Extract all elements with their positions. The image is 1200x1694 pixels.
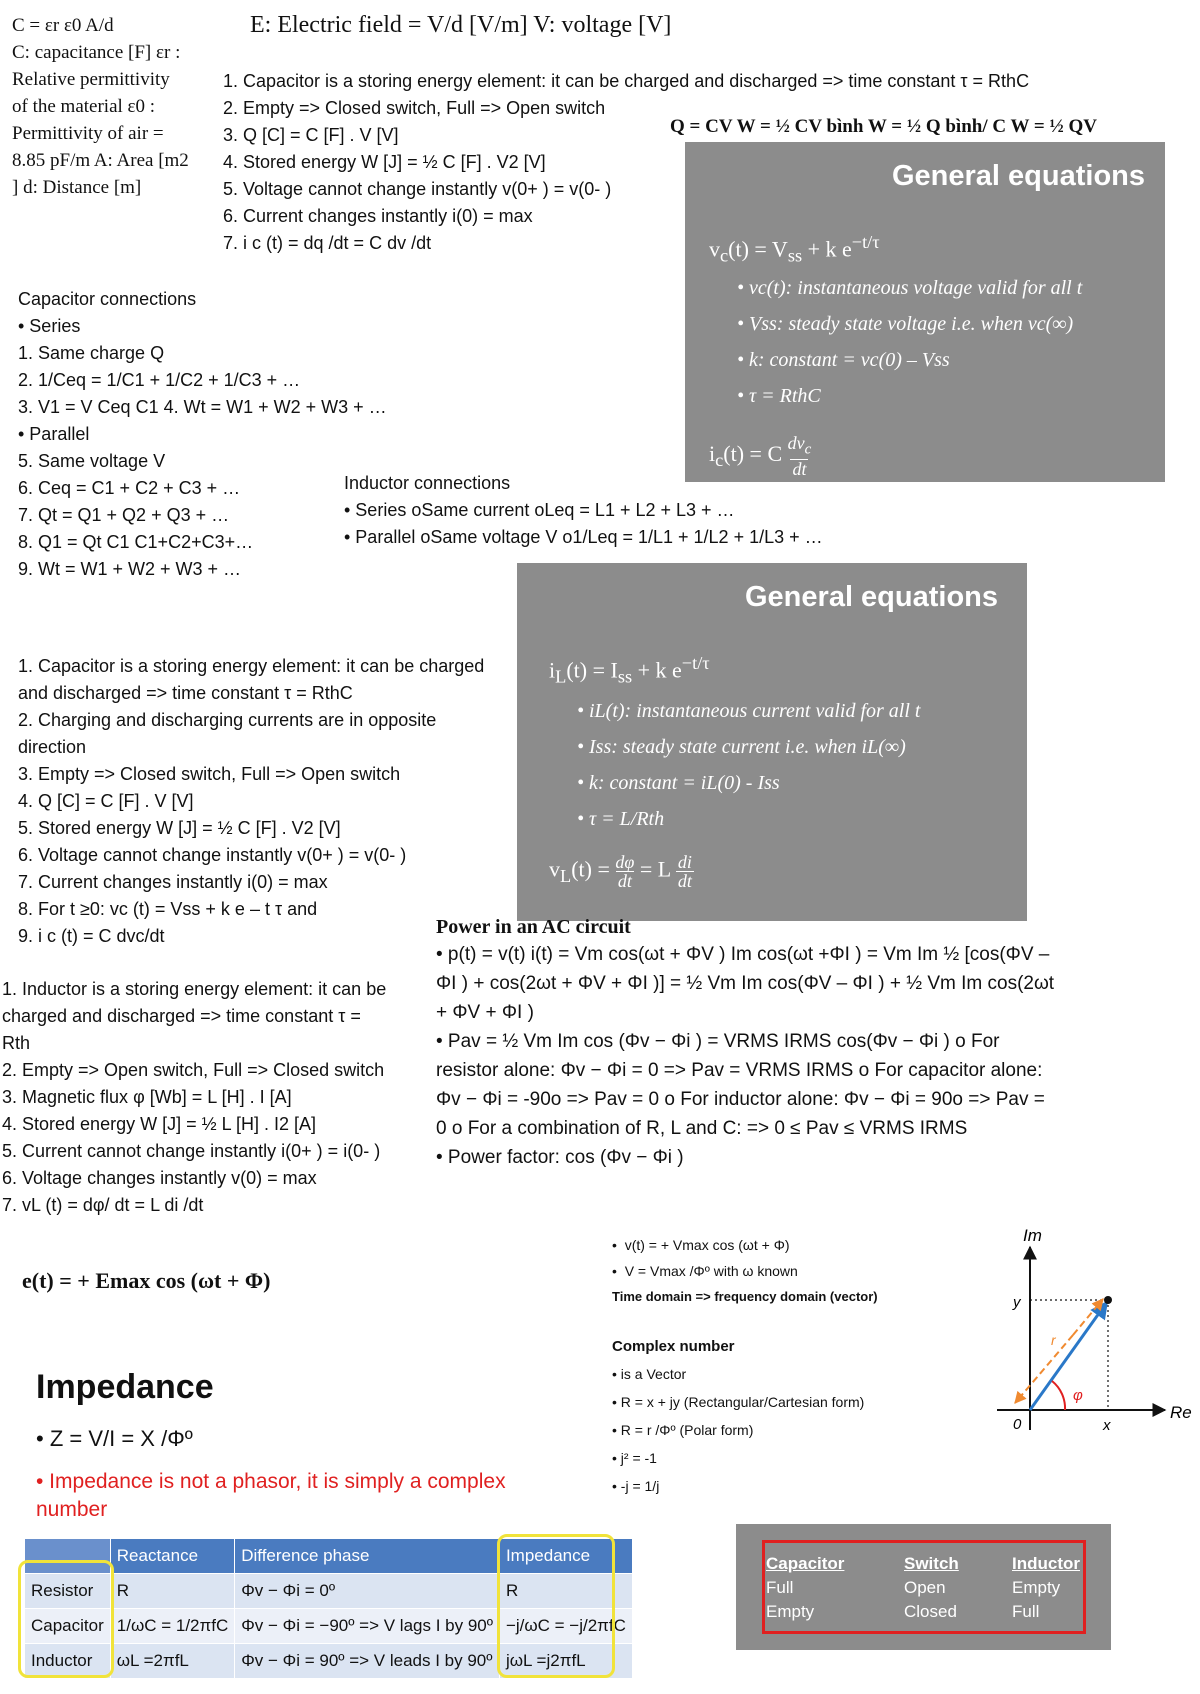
table-cell: Φv − Φi = −90º => V lags I by 90º xyxy=(235,1609,500,1644)
definition-line: 8.85 pF/m A: Area [m2 xyxy=(12,150,189,171)
capacitor-facts-mid xyxy=(18,653,484,950)
definitions-block xyxy=(12,12,217,201)
power-line: ΦI ) + cos(2ωt + ΦV + ΦI )] = ½ Vm Im cos(ΦV – ΦI ) + ½ Vm Im cos(2ωt xyxy=(436,973,1055,994)
inductor-connections xyxy=(344,470,823,551)
general-equations-inductor xyxy=(517,563,1027,921)
capacitor-fact: 3. Empty => Closed switch, Full => Open switch xyxy=(18,764,401,784)
inductor-connection-line: • Parallel oSame voltage V o1/Leq = 1/L1 + 1/L2 + 1/L3 + … xyxy=(344,527,823,547)
legend-inductor-b: Full xyxy=(1012,1602,1040,1621)
capacitor-fact: 4. Stored energy W [J] = ½ C [F] . V2 [V] xyxy=(223,152,546,172)
legend-capacitor-head: Capacitor xyxy=(766,1554,845,1573)
time-to-frequency-domain: Time domain => frequency domain (vector) xyxy=(612,1289,878,1304)
definition-line: of the material ɛ0 : xyxy=(12,96,156,117)
capacitor-fact: 2. Empty => Closed switch, Full => Open switch xyxy=(223,98,606,118)
table-cell: R xyxy=(499,1574,632,1609)
power-line: Φv − Φi = -90o => Pav = 0 o For inductor alone: Φv − Φi = 90o => Pav = xyxy=(436,1089,1045,1110)
general-equations-capacitor xyxy=(685,142,1165,482)
definition-line: C: capacitance [F] ɛr : xyxy=(12,42,181,63)
capacitor-fact: 1. Capacitor is a storing energy element: it can be charged and discharged => time constant τ = RthC xyxy=(223,71,1030,91)
phasor-notes xyxy=(612,1232,942,1500)
capacitor-connections xyxy=(18,286,387,583)
complex-item: • j² = -1 xyxy=(612,1450,657,1466)
complex-number-title: Complex number xyxy=(612,1338,735,1355)
impedance-formula: • Z = V/I = X /Φº xyxy=(36,1426,193,1451)
impedance-title: Impedance xyxy=(36,1368,214,1406)
capacitor-connection-line: 5. Same voltage V xyxy=(18,451,166,471)
table-cell: ωL =2πfL xyxy=(110,1644,234,1679)
complex-item: • is a Vector xyxy=(612,1366,687,1382)
capacitor-connection-line: • Parallel xyxy=(18,424,90,444)
definition-line: Permittivity of air = xyxy=(12,123,164,144)
capacitor-connection-line: 2. 1/Ceq = 1/C1 + 1/C2 + 1/C3 + … xyxy=(18,370,301,390)
legend-inductor-head: Inductor xyxy=(1012,1554,1080,1573)
table-cell: −j/ωC = −j/2πfC xyxy=(499,1609,632,1644)
phasor-bullet-1-text: v(t) = + Vmax cos (ωt + Φ) xyxy=(624,1237,790,1253)
emf-equation: e(t) = + Emax cos (ωt + Φ) xyxy=(22,1268,271,1293)
complex-item: • R = x + jy (Rectangular/Cartesian form) xyxy=(612,1394,865,1410)
table-cell: jωL =j2πfL xyxy=(499,1644,632,1679)
impedance-note: • Impedance is not a phasor, it is simply a complex number xyxy=(36,1470,506,1521)
inductor-fact: charged and discharged => time constant τ = xyxy=(2,1006,361,1026)
inductor-connections-title: Inductor connections xyxy=(344,473,511,493)
qcv-line: Q = CV W = ½ CV bình W = ½ Q bình/ C W = ½ QV xyxy=(670,116,1097,137)
component-column-highlight xyxy=(18,1560,114,1678)
re-label: Re xyxy=(1170,1403,1192,1422)
electric-field-line: E: Electric field = V/d [V/m] V: voltage [V] xyxy=(250,12,672,38)
general-equations-title: General equations xyxy=(745,581,999,613)
power-line: • p(t) = v(t) i(t) = Vm cos(ωt + ΦV ) Im cos(ωt +ΦI ) = Vm Im ½ [cos(ΦV – xyxy=(436,944,1050,965)
angle-arc xyxy=(1052,1381,1065,1410)
table-cell: Φv − Φi = 90º => V leads I by 90º xyxy=(235,1644,500,1679)
inductor-fact: 6. Voltage changes instantly v(0) = max xyxy=(2,1168,317,1188)
phasor-bullet-2-text: V = Vmax /Φº with ω known xyxy=(624,1263,798,1279)
capacitor-fact: 8. For t ≥0: vc (t) = Vss + k e – t τ and xyxy=(18,899,318,919)
legend-capacitor-b: Empty xyxy=(766,1602,815,1621)
phasor-tip xyxy=(1104,1296,1112,1304)
power-line: + ΦV + ΦI ) xyxy=(436,1002,534,1023)
capacitor-connection-line: • Series xyxy=(18,316,81,336)
legend-inductor xyxy=(1012,1552,1080,1624)
equation-bullet: • Iss: steady state current i.e. when iL(∞) xyxy=(577,736,906,758)
im-label: Im xyxy=(1023,1226,1042,1245)
phi-label: φ xyxy=(1073,1387,1083,1404)
legend-switch-head: Switch xyxy=(904,1554,959,1573)
legend-capacitor-a: Full xyxy=(766,1578,794,1597)
inductor-fact: 7. vL (t) = dφ/ dt = L di /dt xyxy=(2,1195,204,1215)
capacitor-fact: 6. Voltage cannot change instantly v(0+ ) = v(0- ) xyxy=(18,845,407,865)
complex-item: • R = r /Φº (Polar form) xyxy=(612,1422,754,1438)
table-cell: 1/ωC = 1/2πfC xyxy=(110,1609,234,1644)
capacitor-fact: 2. Charging and discharging currents are in opposite xyxy=(18,710,437,730)
equation-bullet: • iL(t): instantaneous current valid for all t xyxy=(577,700,921,722)
complex-item: • -j = 1/j xyxy=(612,1478,660,1494)
equation-bullet: • k: constant = iL(0) - Iss xyxy=(577,772,780,794)
inductor-fact: 5. Current cannot change instantly i(0+ ) = i(0- ) xyxy=(2,1141,381,1161)
table-cell: Resistor xyxy=(25,1574,111,1609)
equation-bullet: • k: constant = vc(0) – Vss xyxy=(737,349,950,371)
inductor-equation-bullets xyxy=(577,693,920,837)
legend-capacitor xyxy=(766,1552,844,1624)
capacitor-connection-line: 3. V1 = V Ceq C1 4. Wt = W1 + W2 + W3 + … xyxy=(18,397,387,417)
capacitor-connection-line: 8. Q1 = Qt C1 C1+C2+C3+… xyxy=(18,532,254,552)
legend-switch xyxy=(904,1552,959,1624)
capacitor-connection-line: 9. Wt = W1 + W2 + W3 + … xyxy=(18,559,242,579)
inductor-fact: Rth xyxy=(2,1033,31,1053)
phasor-bullet-2: • V = Vmax /Φº with ω known xyxy=(612,1263,798,1279)
power-title: Power in an AC circuit xyxy=(436,916,631,938)
table-cell: Capacitor xyxy=(25,1609,111,1644)
capacitor-connections-title: Capacitor connections xyxy=(18,289,197,309)
power-line: • Pav = ½ Vm Im cos (Φv − Φi ) = VRMS IRMS cos(Φv − Φi ) o For xyxy=(436,1031,1000,1052)
capacitor-fact: 3. Q [C] = C [F] . V [V] xyxy=(223,125,399,145)
vc-equation: $v_c(t) = V_{ss} + k$ $e^{-t/\tau}$ xyxy=(709,232,880,266)
definition-line: C = ɛr ɛ0 A/d xyxy=(12,15,114,36)
y-label: y xyxy=(1013,1294,1021,1311)
capacitor-connection-line: 7. Qt = Q1 + Q2 + Q3 + … xyxy=(18,505,230,525)
legend-switch-b: Closed xyxy=(904,1602,957,1621)
power-ac-section xyxy=(436,914,1198,1172)
equation-bullet: • Vss: steady state voltage i.e. when vc(∞) xyxy=(737,313,1074,335)
general-equations-title: General equations xyxy=(891,160,1145,192)
capacitor-fact: 1. Capacitor is a storing energy element: it can be charged xyxy=(18,656,485,676)
il-equation: $i_L(t) = I_{ss} + k$ $e^{-t/\tau}$ xyxy=(549,653,710,687)
phasor-bullet-1: • v(t) = + Vmax cos (ωt + Φ) xyxy=(612,1237,790,1253)
capacitor-equation-bullets xyxy=(737,270,1082,414)
impedance-column-highlight xyxy=(497,1534,615,1678)
inductor-fact: 3. Magnetic flux φ [Wb] = L [H] . I [A] xyxy=(2,1087,292,1107)
capacitor-fact: 5. Voltage cannot change instantly v(0+ ) = v(0- ) xyxy=(223,179,612,199)
origin-label: 0 xyxy=(1013,1416,1022,1433)
legend-inductor-a: Empty xyxy=(1012,1578,1061,1597)
capacitor-fact: 7. Current changes instantly i(0) = max xyxy=(18,872,328,892)
capacitor-fact: 4. Q [C] = C [F] . V [V] xyxy=(18,791,194,811)
capacitor-fact: 9. i c (t) = C dvc/dt xyxy=(18,926,165,946)
capacitor-fact: 6. Current changes instantly i(0) = max xyxy=(223,206,533,226)
definition-line: ] d: Distance [m] xyxy=(12,177,142,198)
definition-line: Relative permittivity xyxy=(12,69,170,90)
table-header-cell: Impedance xyxy=(499,1539,632,1574)
phasor-vector xyxy=(1030,1302,1107,1410)
equation-bullet: • τ = L/Rth xyxy=(577,808,665,830)
table-cell: Inductor xyxy=(25,1644,111,1679)
inductor-fact: 2. Empty => Open switch, Full => Closed switch xyxy=(2,1060,385,1080)
capacitor-fact: direction xyxy=(18,737,87,757)
vl-equation: $v_L(t) = d\varphi$ dt = L di dt xyxy=(549,852,692,891)
r-label: r xyxy=(1051,1332,1056,1348)
phasor-diagram xyxy=(995,1225,1195,1445)
equation-bullet: • vc(t): instantaneous voltage valid for all t xyxy=(737,277,1083,299)
ic-equation: $i_c(t) = C$ $dv_c$ dt xyxy=(709,433,812,479)
inductor-fact: 4. Stored energy W [J] = ½ L [H] . I2 [A] xyxy=(2,1114,316,1134)
inductor-fact: 1. Inductor is a storing energy element: it can be xyxy=(2,979,387,999)
capacitor-fact: 7. i c (t) = dq /dt = C dv /dt xyxy=(223,233,432,253)
capacitor-connection-line: 6. Ceq = C1 + C2 + C3 + … xyxy=(18,478,241,498)
table-header-cell: Reactance xyxy=(110,1539,234,1574)
x-label: x xyxy=(1103,1417,1111,1434)
capacitor-fact: 5. Stored energy W [J] = ½ C [F] . V2 [V] xyxy=(18,818,341,838)
equation-bullet: • τ = RthC xyxy=(737,385,821,407)
legend-switch-a: Open xyxy=(904,1578,946,1597)
power-line: • Power factor: cos (Φv − Φi ) xyxy=(436,1147,684,1168)
inductor-connection-line: • Series oSame current oLeq = L1 + L2 + L3 + … xyxy=(344,500,735,520)
table-cell: R xyxy=(110,1574,234,1609)
state-legend xyxy=(736,1524,1111,1650)
power-line: 0 o For a combination of R, L and C: => 0 ≤ Pav ≤ VRMS IRMS xyxy=(436,1118,968,1139)
capacitor-fact: and discharged => time constant τ = RthC xyxy=(18,683,353,703)
capacitor-connection-line: 1. Same charge Q xyxy=(18,343,165,363)
power-line: resistor alone: Φv − Φi = 0 => Pav = VRMS IRMS o For capacitor alone: xyxy=(436,1060,1043,1081)
inductor-facts xyxy=(2,976,386,1219)
table-cell: Φv − Φi = 0º xyxy=(235,1574,500,1609)
table-header-cell: Difference phase xyxy=(235,1539,500,1574)
definitions-list xyxy=(12,12,217,201)
